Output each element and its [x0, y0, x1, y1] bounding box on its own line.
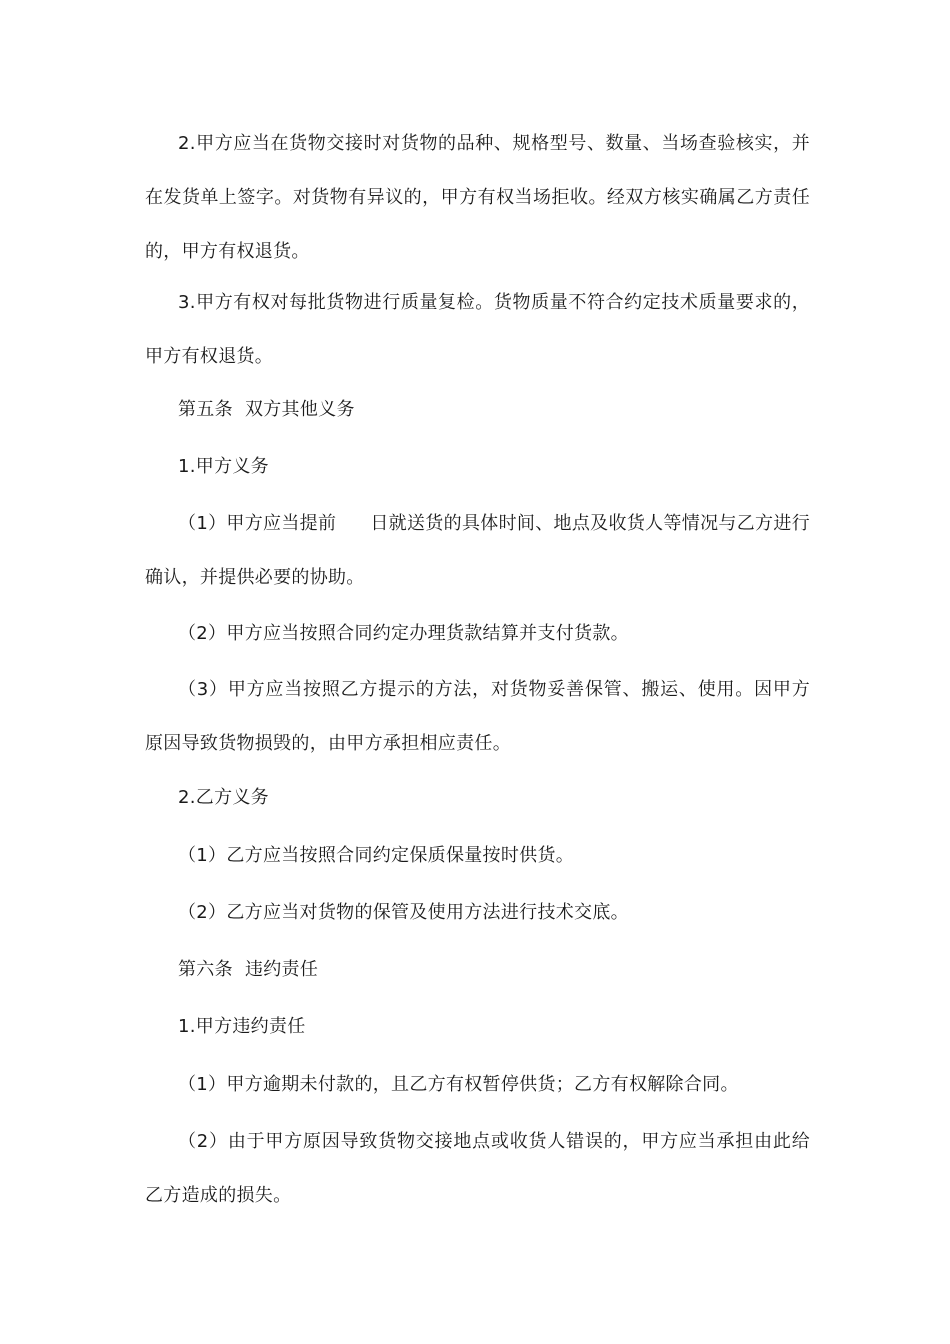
item-1-text-before-blank: （1）甲方应当提前: [178, 513, 337, 534]
article-5-party-a-item-3: （3）甲方应当按照乙方提示的方法，对货物妥善保管、搬运、使用。因甲方原因导致货物损毁的，由甲方承担相应责任。: [145, 679, 810, 754]
article-6-title: 第六条 违约责任: [178, 959, 319, 980]
item-1-text-after-blank: 日就送货的具体时间、地点及收货人等情况与乙方进行确认，并提供必要的协助。: [145, 513, 810, 588]
article-6-party-a-item-2: （2）由于甲方原因导致货物交接地点或收货人错误的，甲方应当承担由此给乙方造成的损失。: [145, 1131, 810, 1206]
article-5-title: 第五条 双方其他义务: [178, 399, 355, 420]
article-5-party-b-item-1: （1）乙方应当按照合同约定保质保量按时供货。: [178, 845, 575, 866]
article-5-party-b-item-2: （2）乙方应当对货物的保管及使用方法进行技术交底。: [178, 902, 629, 923]
clause-4-2: 2.甲方应当在货物交接时对货物的品种、规格型号、数量、当场查验核实，并在发货单上签字。对货物有异议的，甲方有权当场拒收。经双方核实确属乙方责任的，甲方有权退货。: [145, 133, 810, 262]
clause-4-3: 3.甲方有权对每批货物进行质量复检。货物质量不符合约定技术质量要求的，甲方有权退货。: [145, 292, 810, 367]
article-5-party-a-item-2: （2）甲方应当按照合同约定办理货款结算并支付货款。: [178, 623, 629, 644]
article-5-party-a-title: 1.甲方义务: [178, 456, 269, 477]
article-6-party-a-item-1: （1）甲方逾期未付款的，且乙方有权暂停供货；乙方有权解除合同。: [178, 1074, 739, 1095]
article-5-party-b-title: 2.乙方义务: [178, 787, 269, 808]
article-6-party-a-title: 1.甲方违约责任: [178, 1016, 306, 1037]
article-5-party-a-item-1: [145, 497, 810, 605]
